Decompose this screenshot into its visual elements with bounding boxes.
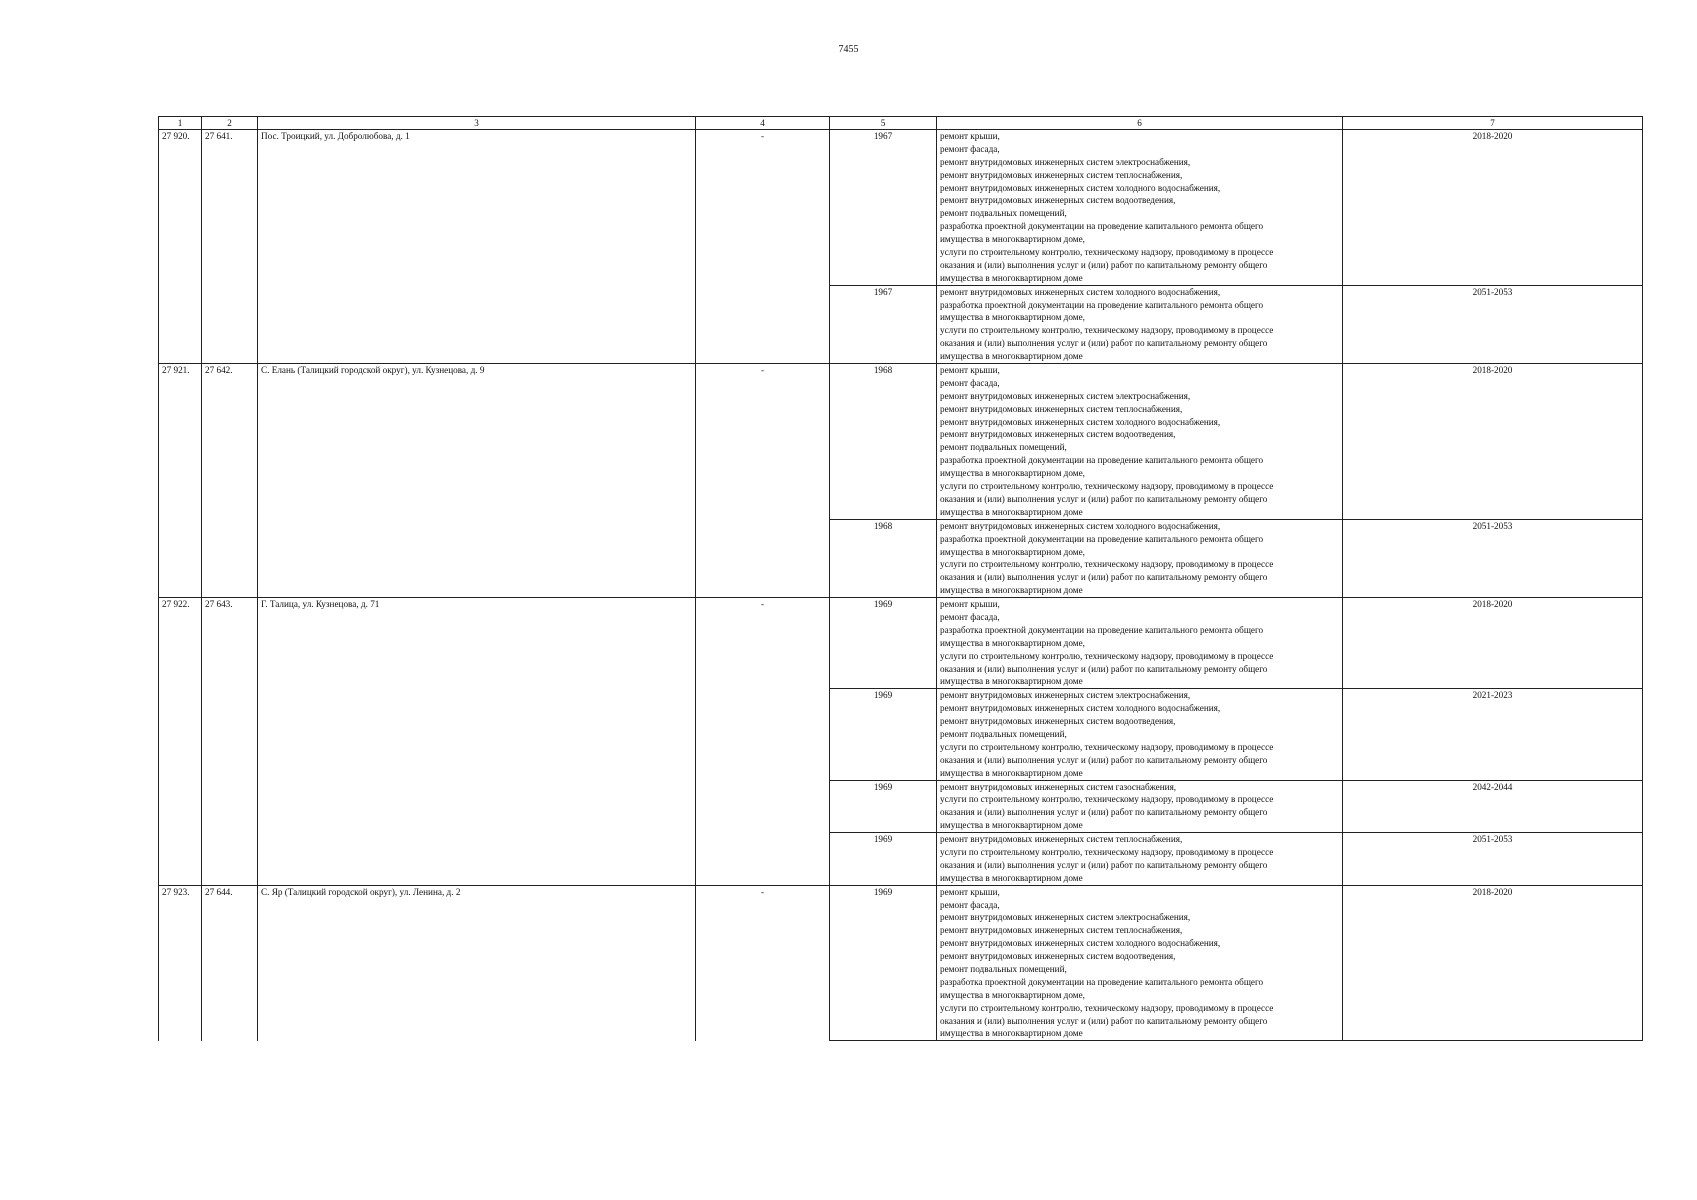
work-item: имущества в многоквартирном доме, (940, 989, 1085, 1000)
address-cell: Пос. Троицкий, ул. Добролюбова, д. 1 (258, 130, 696, 364)
work-item: имущества в многоквартирном доме (940, 506, 1083, 517)
year-cell: 1967 (830, 285, 937, 363)
work-item: имущества в многоквартирном доме, (940, 312, 1085, 323)
work-item: ремонт внутридомовых инженерных систем холодного водоснабжения, (940, 703, 1221, 714)
header-col-2: 2 (202, 117, 258, 130)
work-item: ремонт внутридомовых инженерных систем газоснабжения, (940, 781, 1177, 792)
work-item: разработка проектной документации на проведение капитального ремонта общего (940, 624, 1264, 635)
work-item: оказания и (или) выполнения услуг и (или) работ по капитальному ремонту общего (940, 663, 1268, 674)
work-item: услуги по строительному контролю, техническому надзору, проводимому в процессе (940, 794, 1274, 805)
work-item: услуги по строительному контролю, техническому надзору, проводимому в процессе (940, 846, 1274, 857)
period-cell: 2018-2020 (1343, 598, 1643, 689)
works-cell (937, 519, 1343, 597)
work-item: услуги по строительному контролю, техническому надзору, проводимому в процессе (940, 481, 1274, 492)
work-item: ремонт подвальных помещений, (940, 964, 1067, 974)
work-item: ремонт крыши, (940, 131, 1000, 141)
year-cell: 1969 (830, 598, 937, 689)
period-cell: 2051-2053 (1343, 833, 1643, 886)
year-cell: 1968 (830, 519, 937, 597)
header-col-7: 7 (1343, 117, 1643, 130)
work-item: разработка проектной документации на проведение капитального ремонта общего (940, 455, 1264, 466)
work-item: оказания и (или) выполнения услуг и (или) работ по капитальному ремонту общего (940, 493, 1268, 504)
object-number-cell: 27 643. (202, 598, 258, 886)
address-cell: С. Елань (Талицкий городской округ), ул. Кузнецова, д. 9 (258, 364, 696, 598)
work-item: имущества в многоквартирном доме (940, 272, 1083, 283)
work-item: оказания и (или) выполнения услуг и (или) работ по капитальному ремонту общего (940, 1015, 1268, 1026)
work-item: имущества в многоквартирном доме, (940, 468, 1085, 479)
work-item: услуги по строительному контролю, техническому надзору, проводимому в процессе (940, 650, 1274, 661)
works-cell (937, 780, 1343, 833)
work-item: ремонт внутридомовых инженерных систем теплоснабжения, (940, 834, 1183, 845)
row-number-cell: 27 922. (159, 598, 202, 886)
year-cell: 1967 (830, 130, 937, 286)
table-row (159, 130, 1643, 286)
work-item: ремонт внутридомовых инженерных систем теплоснабжения, (940, 169, 1183, 180)
work-item: имущества в многоквартирном доме (940, 585, 1083, 596)
work-item: ремонт крыши, (940, 599, 1000, 610)
year-cell: 1968 (830, 364, 937, 520)
work-item: разработка проектной документации на проведение капитального ремонта общего (940, 976, 1264, 987)
work-item: оказания и (или) выполнения услуг и (или) работ по капитальному ремонту общего (940, 807, 1268, 818)
period-cell: 2018-2020 (1343, 364, 1643, 520)
object-number-cell: 27 641. (202, 130, 258, 364)
page-number: 7455 (838, 44, 859, 55)
year-cell: 1969 (830, 833, 937, 886)
work-item: оказания и (или) выполнения услуг и (или) работ по капитальному ремонту общего (940, 259, 1268, 270)
address-cell: Г. Талица, ул. Кузнецова, д. 71 (258, 598, 696, 886)
col4-cell: - (696, 885, 830, 1041)
work-item: ремонт подвальных помещений, (940, 208, 1067, 219)
header-col-6: 6 (937, 117, 1343, 130)
work-item: ремонт внутридомовых инженерных систем электроснабжения, (940, 690, 1191, 701)
work-item: услуги по строительному контролю, техническому надзору, проводимому в процессе (940, 1002, 1274, 1013)
table-body (159, 130, 1643, 1041)
period-cell: 2018-2020 (1343, 885, 1643, 1041)
works-cell (937, 885, 1343, 1041)
work-item: имущества в многоквартирном доме, (940, 234, 1085, 245)
work-item: оказания и (или) выполнения услуг и (или) работ по капитальному ремонту общего (940, 572, 1268, 583)
work-item: оказания и (или) выполнения услуг и (или) работ по капитальному ремонту общего (940, 754, 1268, 765)
work-item: услуги по строительному контролю, техническому надзору, проводимому в процессе (940, 559, 1274, 570)
period-cell: 2018-2020 (1343, 130, 1643, 286)
col4-cell: - (696, 598, 830, 886)
work-item: ремонт внутридомовых инженерных систем водоотведения, (940, 716, 1176, 727)
row-number-cell: 27 921. (159, 364, 202, 598)
work-item: ремонт внутридомовых инженерных систем электроснабжения, (940, 390, 1191, 401)
work-item: услуги по строительному контролю, техническому надзору, проводимому в процессе (940, 325, 1274, 336)
work-item: ремонт подвальных помещений, (940, 728, 1067, 739)
capital-repair-table (158, 116, 1643, 1041)
row-number-cell: 27 920. (159, 130, 202, 364)
work-item: имущества в многоквартирном доме (940, 767, 1083, 778)
col4-cell: - (696, 364, 830, 598)
work-item: имущества в многоквартирном доме (940, 351, 1083, 362)
work-item: ремонт внутридомовых инженерных систем водоотведения, (940, 951, 1176, 962)
work-item: ремонт внутридомовых инженерных систем холодного водоснабжения, (940, 520, 1221, 531)
work-item: имущества в многоквартирном доме (940, 676, 1083, 687)
work-item: ремонт внутридомовых инженерных систем холодного водоснабжения, (940, 182, 1221, 193)
work-item: ремонт внутридомовых инженерных систем водоотведения, (940, 195, 1176, 206)
work-item: оказания и (или) выполнения услуг и (или) работ по капитальному ремонту общего (940, 859, 1268, 870)
work-item: ремонт фасада, (940, 377, 1000, 388)
year-cell: 1969 (830, 780, 937, 833)
work-item: имущества в многоквартирном доме (940, 872, 1083, 883)
year-cell: 1969 (830, 689, 937, 780)
table-row (159, 598, 1643, 689)
period-cell: 2021-2023 (1343, 689, 1643, 780)
work-item: ремонт крыши, (940, 886, 1000, 897)
works-cell (937, 689, 1343, 780)
works-cell (937, 833, 1343, 886)
work-item: имущества в многоквартирном доме, (940, 546, 1085, 557)
work-item: ремонт внутридомовых инженерных систем холодного водоснабжения, (940, 938, 1221, 949)
work-item: ремонт фасада, (940, 143, 1000, 154)
year-cell: 1969 (830, 885, 937, 1041)
work-item: ремонт фасада, (940, 899, 1000, 910)
work-item: ремонт внутридомовых инженерных систем электроснабжения, (940, 912, 1191, 923)
works-cell (937, 364, 1343, 520)
table-row (159, 885, 1643, 1041)
address-cell: С. Яр (Талицкий городской округ), ул. Ленина, д. 2 (258, 885, 696, 1041)
table-row (159, 364, 1643, 520)
object-number-cell: 27 642. (202, 364, 258, 598)
work-item: ремонт внутридомовых инженерных систем теплоснабжения, (940, 925, 1183, 936)
work-item: ремонт внутридомовых инженерных систем холодного водоснабжения, (940, 416, 1221, 427)
works-cell (937, 285, 1343, 363)
work-item: имущества в многоквартирном доме (940, 820, 1083, 831)
work-item: имущества в многоквартирном доме, (940, 637, 1085, 648)
row-number-cell: 27 923. (159, 885, 202, 1041)
work-item: разработка проектной документации на проведение капитального ремонта общего (940, 533, 1264, 544)
header-col-5: 5 (830, 117, 937, 130)
work-item: услуги по строительному контролю, техническому надзору, проводимому в процессе (940, 741, 1274, 752)
header-row (159, 117, 1643, 130)
work-item: ремонт внутридомовых инженерных систем электроснабжения, (940, 156, 1191, 167)
work-item: оказания и (или) выполнения услуг и (или) работ по капитальному ремонту общего (940, 338, 1268, 349)
work-item: ремонт крыши, (940, 365, 1000, 376)
col4-cell: - (696, 130, 830, 364)
work-item: ремонт внутридомовых инженерных систем холодного водоснабжения, (940, 286, 1221, 297)
work-item: ремонт внутридомовых инженерных систем теплоснабжения, (940, 403, 1183, 414)
works-cell (937, 130, 1343, 286)
work-item: услуги по строительному контролю, техническому надзору, проводимому в процессе (940, 247, 1274, 258)
period-cell: 2051-2053 (1343, 519, 1643, 597)
work-item: разработка проектной документации на проведение капитального ремонта общего (940, 299, 1264, 310)
object-number-cell: 27 644. (202, 885, 258, 1041)
work-item: разработка проектной документации на проведение капитального ремонта общего (940, 221, 1264, 232)
work-item: ремонт фасада, (940, 611, 1000, 622)
header-col-1: 1 (159, 117, 202, 130)
period-cell: 2051-2053 (1343, 285, 1643, 363)
work-item: ремонт подвальных помещений, (940, 442, 1067, 453)
work-item: ремонт внутридомовых инженерных систем водоотведения, (940, 429, 1176, 440)
header-col-3: 3 (258, 117, 696, 130)
work-item: имущества в многоквартирном доме (940, 1028, 1083, 1039)
works-cell (937, 598, 1343, 689)
period-cell: 2042-2044 (1343, 780, 1643, 833)
header-col-4: 4 (696, 117, 830, 130)
